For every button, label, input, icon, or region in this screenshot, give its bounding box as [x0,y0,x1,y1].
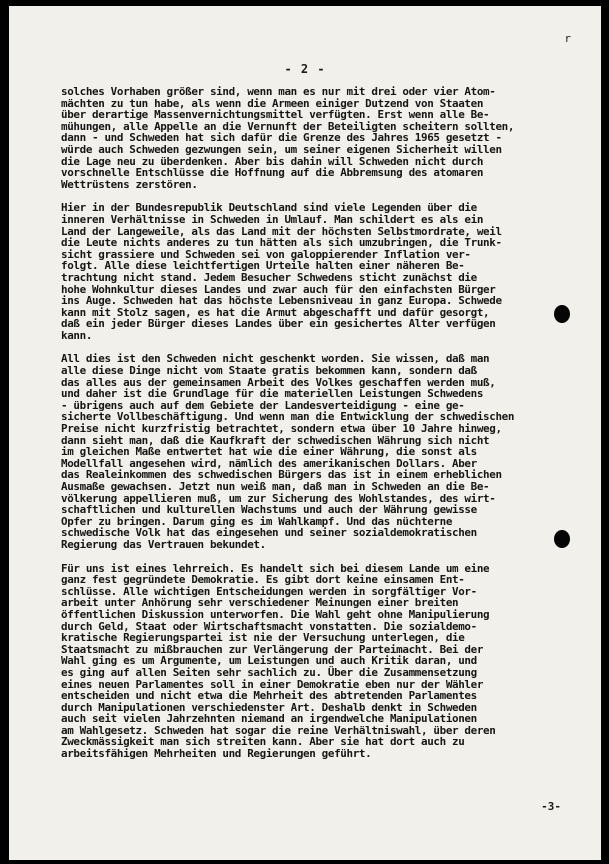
text-line: entscheiden und nicht etwa die Mehrheit des abtretenden Parlamentes [61,689,477,703]
text-line: Land der Langeweile, als das Land mit der höchsten Selbstmordrate, weil [61,224,502,238]
text-line: Zweckmässigkeit man sich streiten kann. Aber sie hat dort auch zu [61,735,465,749]
text-line: völkerung appellieren muß, um zur Sicherung des Wohlstandes, des wirt- [61,491,496,505]
text-line: durch Manipulationen verschiedenster Art. Deshalb denkt in Schweden [61,700,477,714]
document-page [9,6,601,860]
text-line: trachtung nicht stand. Jedem Besucher Schwedens sticht zunächst die [61,270,477,284]
text-line: schlüsse. Alle wichtigen Entscheidungen werden in sorgfältiger Vor- [61,584,477,598]
text-line: die Leute nichts anderes zu tun hätten als sich umzubringen, die Trunk- [61,236,502,250]
text-line: kann. [61,328,93,342]
text-line: kratische Regierungspartei ist nie der Versuchung unterlegen, die [61,631,465,645]
text-line: eines neuen Parlamentes soll in einer Demokratie eben nur der Wähler [61,677,484,691]
text-line: arbeitsfähigen Mehrheiten und Regierungen geführt. [61,747,372,761]
text-line: All dies ist den Schweden nicht geschenkt worden. Sie wissen, daß man [61,352,490,366]
text-line: kann mit Stolz sagen, es hat die Armut abgeschafft und dafür gesorgt, [61,305,490,319]
text-line: Ausmaße gewachsen. Jetzt nun weiß man, daß man in Schweden an die Be- [61,480,490,493]
punch-hole-top [554,305,570,323]
text-line: öffentlichen Diskussion unterworfen. Die Wahl geht ohne Manipulierung [61,607,490,621]
text-line: daß ein jeder Bürger dieses Landes über ein gesichertes Alter verfügen [61,317,496,331]
text-line: sicht grassiere und Schweden sei von galoppierender Inflation ver- [61,247,471,261]
text-line: - übrigens auch auf dem Gebiete der Landesverteidigung - eine ge- [61,398,465,412]
paragraph [61,202,579,341]
text-line: schaftlichen und kulturellen Wachstums und auch der Währung gewisse [61,503,477,517]
corner-mark: r [564,32,571,45]
text-line: Modellfall angesehen wird, nämlich des amerikanischen Dollars. Aber [61,456,477,470]
paragraph [61,86,579,190]
text-line: und daher ist die Grundlage für die materiellen Leistungen Schwedens [61,387,484,401]
text-line: auch seit vielen Jahrzehnten niemand an irgendwelche Manipulationen [61,712,477,726]
text-line: über derartige Massenvernichtungsmittel verfügten. Erst wenn alle Be- [61,108,490,122]
text-line: am Wahlgesetz. Schweden hat sogar die reine Verhältniswahl, über deren [61,723,496,737]
text-line: schwedische Volk hat das eingesehen und seiner sozialdemokratischen [61,526,477,540]
text-line: Opfer zu bringen. Darum ging es im Wahlkampf. Und das nüchterne [61,514,453,528]
text-line: hohe Wohnkultur dieses Landes und zwar auch für den einfachsten Bürger [61,282,496,296]
text-line: das alles aus der gemeinsamen Arbeit des Volkes geschaffen werden muß, [61,375,496,389]
punch-hole-bottom [554,530,570,548]
text-line: inneren Verhältnisse in Schweden in Umlauf. Man schildert es als ein [61,212,484,226]
text-line: mächten zu tun habe, als wenn die Armeen einiger Dutzend von Staaten [61,96,484,110]
document-body [61,86,579,772]
text-line: Staatsmacht zu mißbrauchen zur Verlängerung der Parteimacht. Bei der [61,642,484,656]
text-line: dann sieht man, daß die Kaufkraft der schwedischen Währung sich nicht [61,433,490,447]
text-line: Regierung das Vertrauen bekundet. [61,537,266,551]
text-line: ins Auge. Schweden hat das höchste Lebensniveau in ganz Europa. Schwede [61,294,502,308]
text-line: folgt. Alle diese leichtfertigen Urteile halten einer näheren Be- [61,259,465,273]
text-line: im gleichen Maße entwertet hat wie die einer Währung, die sonst als [61,445,477,459]
paragraph [61,353,579,550]
text-line: durch Geld, Staat oder Wirtschaftsmacht vonstatten. Die sozialdemo- [61,619,477,633]
text-line: Hier in der Bundesrepublik Deutschland sind viele Legenden über die [61,201,477,215]
text-line: solches Vorhaben größer sind, wenn man es nur mit drei oder vier Atom- [61,85,496,98]
text-line: arbeit unter Anhörung sehr verschiedener Meinungen einer breiten [61,596,459,610]
paragraph [61,563,579,760]
next-page-mark: -3- [541,800,561,813]
text-line: alle diese Dinge nicht vom Staate gratis bekommen kann, sondern daß [61,364,477,378]
text-line: dann - und Schweden hat sich dafür die Grenze des Jahres 1965 gesetzt - [61,131,502,145]
text-line: die Lage neu zu überdenken. Aber bis dahin will Schweden nicht durch [61,154,484,168]
text-line: es ging auf allen Seiten sehr sachlich zu. Über die Zusammensetzung [61,665,477,679]
text-line: sicherte Vollbeschäftigung. Und wenn man die Entwicklung der schwedischen [61,410,515,424]
page-number: - 2 - [284,62,326,76]
text-line: Wettrüstens zerstören. [61,177,198,191]
text-line: Wahl ging es um Argumente, um Leistungen und auch Kritik daran, und [61,654,477,668]
text-line: Für uns ist eines lehrreich. Es handelt sich bei diesem Lande um eine [61,561,490,575]
text-line: vorschnelle Entschlüsse die Hoffnung auf die Abbremsung des atomaren [61,166,484,180]
text-line: das Realeinkommen des schwedischen Bürgers das ist in einem erheblichen [61,468,502,482]
text-line: Preise nicht kurzfristig betrachtet, sondern etwa über 10 Jahre hinweg, [61,422,502,436]
text-line: mühungen, alle Appelle an die Vernunft der Beteiligten scheitern sollten, [61,119,515,133]
text-line: würde auch Schweden gezwungen sein, um seiner eigenen Sicherheit willen [61,142,502,156]
text-line: ganz fest gegründete Demokratie. Es gibt dort keine einsamen Ent- [61,573,465,587]
